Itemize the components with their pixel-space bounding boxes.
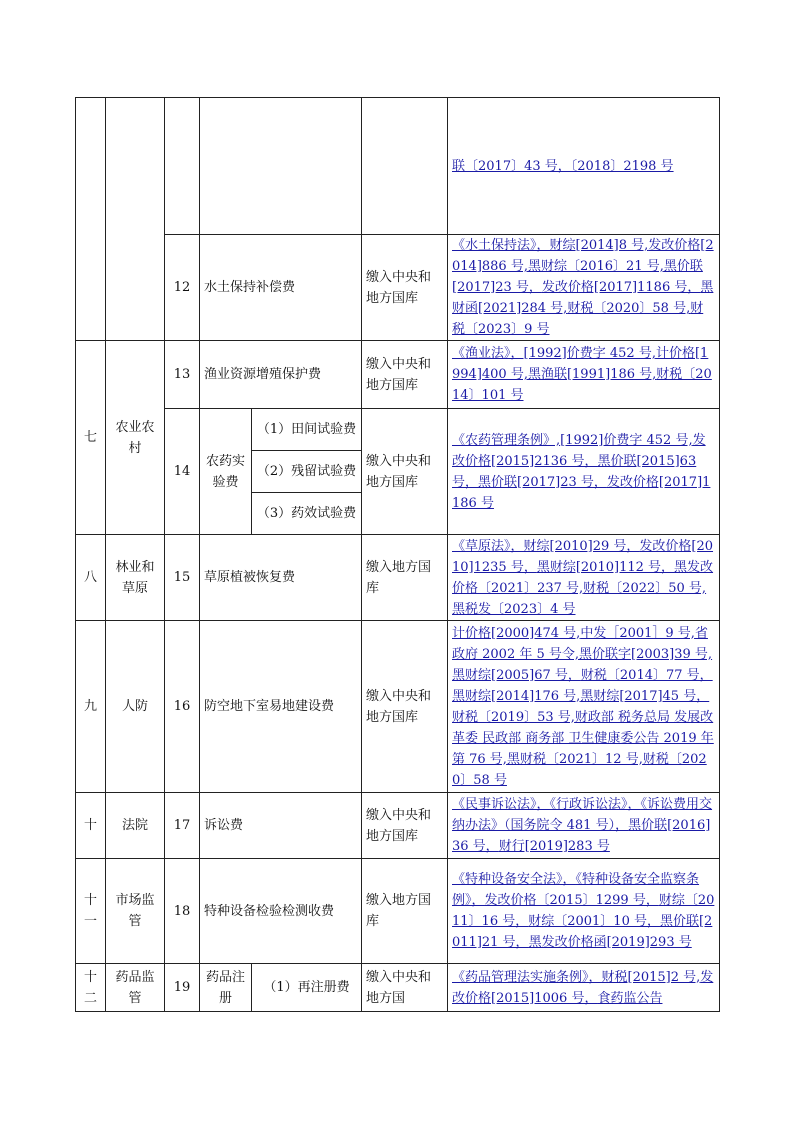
basis-link[interactable]: 《行政诉讼法》， — [549, 797, 641, 812]
no-cell: 15 — [165, 535, 200, 621]
seq-cell — [76, 98, 106, 341]
basis-link[interactable]: 黑发改价格〔2021〕237 号, — [452, 559, 714, 596]
treasury-cell — [362, 98, 448, 235]
basis-link[interactable]: 发改价格〔2015〕1299 号， — [484, 893, 659, 908]
dept-cell: 人防 — [106, 621, 165, 793]
treasury-cell: 缴入地方国库 — [362, 535, 448, 621]
basis-link[interactable]: 黑财综[2005]67 号， — [452, 667, 581, 683]
item-cell — [200, 98, 362, 235]
item-cell: 诉讼费 — [200, 793, 362, 859]
basis-link[interactable]: 黑财综[2014]176 号, — [452, 688, 581, 704]
basis-link[interactable]: 发改价格[2014]886 号, — [452, 238, 714, 274]
basis-link[interactable]: [1992]价费字 452 号, — [560, 432, 693, 448]
basis-link[interactable]: 财税[2015]2 号, — [601, 969, 701, 985]
basis-link[interactable]: 黑财综〔2016〕21 号, — [527, 259, 664, 274]
sub-item-cell: （3）药效试验费 — [252, 493, 362, 535]
no-cell: 17 — [165, 793, 200, 859]
basis-link[interactable]: 中发［2001］9 号, — [580, 625, 695, 641]
basis-link[interactable]: 黑财税〔2021〕12 号, — [506, 751, 643, 767]
table-row — [76, 98, 720, 235]
no-cell: 16 — [165, 621, 200, 793]
basis-link[interactable]: 《特种设备安全法》， — [452, 872, 576, 887]
basis-link[interactable]: 计价格[1994]400 号, — [452, 346, 709, 382]
treasury-cell: 缴入中央和地方国库 — [362, 621, 448, 793]
basis-link[interactable]: 计价格[2000]474 号, — [452, 625, 581, 641]
sub-item-cell: （1）再注册费 — [252, 964, 362, 1012]
item-cell: 草原植被恢复费 — [200, 535, 362, 621]
treasury-cell: 缴入中央和地方国库 — [362, 235, 448, 341]
basis-link[interactable]: 财综〔2011〕16 号， — [452, 893, 715, 929]
dept-cell: 市场监管 — [106, 859, 165, 964]
seq-cell: 十 — [76, 793, 106, 859]
basis-link[interactable]: 财税〔2022〕50 号, — [583, 580, 707, 596]
basis-link[interactable]: 发改价格[2015]1006 号， — [452, 969, 714, 1006]
seq-cell: 十二 — [76, 964, 106, 1012]
treasury-cell: 缴入中央和地方国 — [362, 964, 448, 1012]
no-cell: 14 — [165, 409, 200, 535]
no-cell: 18 — [165, 859, 200, 964]
basis-link[interactable]: 财税〔2020〕58 号, — [567, 301, 691, 316]
basis-link[interactable]: 黑价联[2015]63 号， — [452, 453, 697, 490]
basis-link[interactable]: 《农药管理条例》, — [452, 432, 561, 448]
table-row — [76, 341, 720, 409]
item-cell: 水土保持补偿费 — [200, 235, 362, 341]
basis-link[interactable]: 食药监公告 — [597, 990, 663, 1006]
fee-table — [75, 97, 720, 1012]
table-row — [76, 535, 720, 621]
table-row — [76, 964, 720, 1012]
seq-cell: 八 — [76, 535, 106, 621]
basis-link[interactable]: 财税〔2023〕9 号 — [452, 301, 704, 337]
no-cell: 12 — [165, 235, 200, 341]
treasury-cell: 缴入中央和地方国库 — [362, 341, 448, 409]
seq-cell: 十一 — [76, 859, 106, 964]
basis-cell — [448, 98, 720, 235]
table-row — [76, 793, 720, 859]
basis-link[interactable]: 黑税发〔2023〕4 号 — [452, 601, 576, 617]
treasury-cell: 缴入中央和地方国库 — [362, 409, 448, 535]
dept-cell: 农业农村 — [106, 341, 165, 535]
basis-cell — [448, 859, 720, 964]
treasury-cell: 缴入中央和地方国库 — [362, 793, 448, 859]
item-cell: 渔业资源增殖保护费 — [200, 341, 362, 409]
seq-cell: 七 — [76, 341, 106, 535]
basis-link[interactable]: 黑渔联[1991]186 号, — [527, 367, 657, 382]
dept-cell — [106, 98, 165, 341]
basis-link[interactable]: 黑财函[2021]284 号, — [452, 280, 714, 316]
basis-cell — [448, 341, 720, 409]
item-cell: 防空地下室易地建设费 — [200, 621, 362, 793]
basis-link[interactable]: 《草原法》，财综[2010]29 号， — [452, 538, 640, 554]
no-cell: 19 — [165, 964, 200, 1012]
basis-link[interactable]: 《特种设备安全监察条例》， — [452, 872, 700, 908]
sub-item-cell: （2）残留试验费 — [252, 451, 362, 493]
basis-link[interactable]: 财综〔2001〕10 号， — [528, 914, 660, 929]
basis-link[interactable]: 财税〔2019〕53 号, — [452, 709, 575, 725]
basis-cell — [448, 409, 720, 535]
basis-link[interactable]: 发改价格[2010]1235 号， — [452, 538, 714, 575]
basis-link[interactable]: 黑财综[2010]112 号， — [536, 559, 675, 575]
no-cell: 13 — [165, 341, 200, 409]
basis-link[interactable]: 财行[2019]283 号 — [498, 839, 610, 854]
item-cell: 特种设备检验检测收费 — [200, 859, 362, 964]
basis-link[interactable]: 《渔业法》， — [452, 346, 524, 361]
basis-link[interactable]: 发改价格[2017]1186 号， — [541, 280, 701, 295]
sub-item-cell: （1）田间试验费 — [252, 409, 362, 451]
basis-link[interactable]: 《诉讼费用交纳办法》（国务院令 481 号）， — [452, 797, 713, 833]
basis-link[interactable]: 财政部 税务总局 发展改革委 民政部 商务部 卫生健康委公告 2019 年第 76 号, — [452, 709, 714, 767]
table-row — [76, 621, 720, 793]
item-cell: 药品注册 — [200, 964, 252, 1012]
dept-cell: 药品监管 — [106, 964, 165, 1012]
basis-link[interactable]: [1992]价费字 452 号, — [523, 346, 656, 361]
item-cell: 农药实验费 — [200, 409, 252, 535]
basis-link[interactable]: 联〔2017〕43 号，〔2018〕2198 号 — [452, 158, 674, 174]
basis-link[interactable]: 发改价格[2017]1186 号 — [452, 474, 711, 511]
basis-link[interactable]: 黑价联[2011]21 号， — [452, 914, 713, 950]
dept-cell: 林业和草原 — [106, 535, 165, 621]
basis-link[interactable]: 财税〔2014〕77 号， — [580, 667, 713, 683]
basis-link[interactable]: 发改价格[2015]2136 号， — [452, 432, 706, 469]
basis-link[interactable]: 财税〔2014〕101 号 — [452, 367, 712, 403]
basis-cell — [448, 621, 720, 793]
basis-link[interactable]: 黑价联[2017]23 号， — [452, 259, 703, 295]
basis-cell — [448, 793, 720, 859]
basis-link[interactable]: 《药品管理法实施条例》， — [452, 969, 602, 985]
basis-link[interactable]: 黑发改价格函[2019]293 号 — [528, 935, 692, 950]
basis-link[interactable]: 黑财综[2017]45 号， — [580, 688, 710, 704]
basis-link[interactable]: 《水土保持法》，财综[2014]8 号, — [452, 238, 649, 253]
basis-link[interactable]: 黑价联字[2003]39 号, — [579, 646, 713, 662]
dept-cell: 法院 — [106, 793, 165, 859]
treasury-cell: 缴入地方国库 — [362, 859, 448, 964]
table-row — [76, 859, 720, 964]
basis-link[interactable]: 黑价联[2016]36 号， — [452, 818, 711, 854]
table-row — [76, 409, 720, 451]
seq-cell: 九 — [76, 621, 106, 793]
basis-cell — [448, 535, 720, 621]
basis-link[interactable]: 《民事诉讼法》， — [452, 797, 550, 812]
table-row — [76, 235, 720, 341]
basis-link[interactable]: 省政府 2002 年 5 号令, — [452, 625, 708, 662]
basis-link[interactable]: 黑价联[2017]23 号， — [478, 474, 607, 490]
no-cell — [165, 98, 200, 235]
basis-cell — [448, 964, 720, 1012]
basis-link[interactable]: 财税〔2020〕58 号 — [452, 751, 707, 788]
basis-cell — [448, 235, 720, 341]
